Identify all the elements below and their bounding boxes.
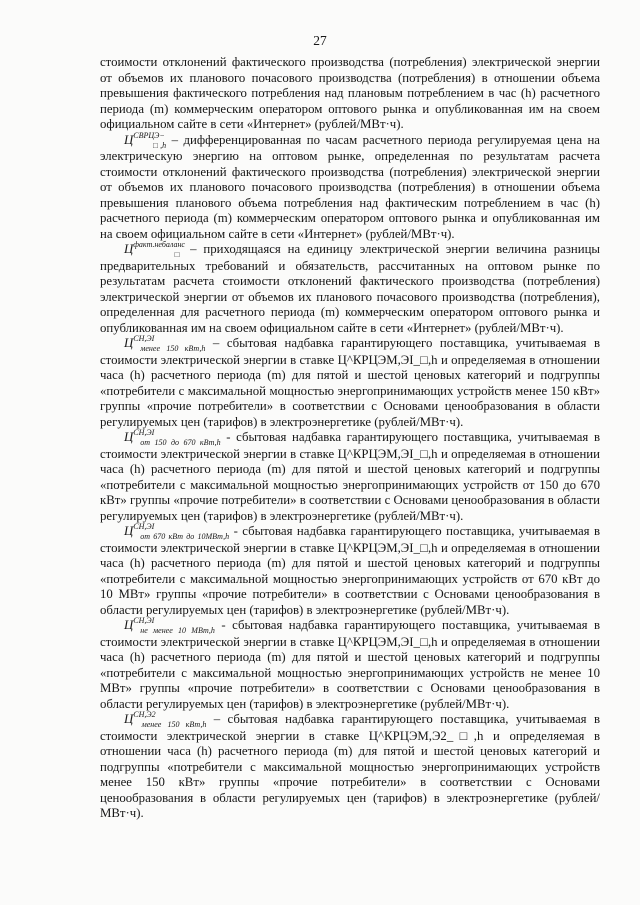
- formula-symbol: $Ц^{СН,Э2}_{менее 150 кВт,h}$: [124, 710, 207, 729]
- paragraph-0: [100, 55, 600, 133]
- paragraph-6-text: - сбытовая надбавка гарантирующего поставщика, учитываемая в стоимости электрической энергии в ставке Ц^КРЦЭМ,ЭI_□,h и определяемая в отношении часа (h) расчетного периода (m) для пятой и шестой ценовых категорий и подгруппы «потребители с максимальной мощностью энергопринимающих устройств не менее 10 МВт» группы «прочие потребители» в соответствии с Основами ценообразования в области регулируемых цен (тарифов) в электроэнергетике (рублей/МВт·ч).: [100, 618, 601, 711]
- paragraph-7-text: – сбытовая надбавка гарантирующего поставщика, учитываемая в стоимости электрической энергии в ставке Ц^КРЦЭМ,Э2_□,h и определяемая в отношении часа (h) расчетного периода (m) для пятой и шестой ценовых категорий и подгруппы «потребители с максимальной мощностью энергопринимающих устройств менее 150 кВт» группы «прочие потребители» в соответствии с Основами ценообразования в области регулируемых цен (тарифов) в электроэнергетике (рублей/МВт·ч).: [100, 712, 600, 820]
- formula-symbol: $Ц^{СН,ЭI}_{от 670 кВт до 10МВт,h}$: [124, 522, 230, 541]
- paragraph-5-text: - сбытовая надбавка гарантирующего поставщика, учитываемая в стоимости электрической энергии в ставке Ц^КРЦЭМ,ЭI_□,h и определяемая в отношении часа (h) расчетного периода (m) для пятой и шестой ценовых категорий и подгруппы «потребители с максимальной мощностью энергопринимающих устройств от 670 кВт до 10 МВт» группы «прочие потребители» в соответствии с Основами ценообразования в области регулируемых цен (тарифов) в электроэнергетике (рублей/МВт·ч).: [100, 524, 601, 617]
- formula-symbol: $Ц^{СН,ЭI}_{от 150 до 670 кВт,h}$: [124, 428, 221, 447]
- formula-symbol: $Ц^{СВРЦЭ-}_{□,h}$: [124, 130, 167, 150]
- paragraph-1: [100, 130, 600, 243]
- paragraph-1-text: – дифференцированная по часам расчетного периода регулируемая цена на электрическую энергию на оптовом рынке, определенная по результатам расчета стоимости отклонений фактического производства (потребления) электрической энергии от объемов их планового почасового производства (потребления) в отношении объема превышения планового объема потребления над фактическим потреблением в час (h) расчетного периода (m) коммерческим оператором оптового рынка и опубликованная им на своем официальном сайте в сети «Интернет» (рублей/МВт·ч).: [100, 132, 600, 241]
- paragraph-3-text: – сбытовая надбавка гарантирующего поставщика, учитываемая в стоимости электрической энергии в ставке Ц^КРЦЭМ,ЭI_□,h и определяемая в отношении часа (h) расчетного периода (m) для пятой и шестой ценовых категорий и подгруппы «потребители с максимальной мощностью энергопринимающих устройств менее 150 кВт» группы «прочие потребители» в соответствии с Основами ценообразования в области регулируемых цен (тарифов) в электроэнергетике (рублей/МВт·ч).: [100, 336, 601, 429]
- paragraph-2: [100, 242, 600, 336]
- paragraph-4-text: - сбытовая надбавка гарантирующего поставщика, учитываемая в стоимости электрической энергии в ставке Ц^КРЦЭМ,ЭI_□,h и определяемая в отношении часа (h) расчетного периода (m) для пятой и шестой ценовых категорий и подгруппы «потребители с максимальной мощностью энергопринимающих устройств от 150 до 670 кВт» группы «прочие потребители» в соответствии с Основами ценообразования в области регулируемых цен (тарифов) в электроэнергетике (рублей/МВт·ч).: [100, 430, 601, 523]
- page-number: 27: [313, 33, 327, 48]
- formula-symbol: $Ц^{факт.небаланс}_□$: [124, 240, 185, 259]
- paragraph-3: [100, 336, 600, 430]
- paragraph-4: [100, 430, 600, 524]
- paragraph-6: [100, 618, 600, 712]
- paragraph-2-text: – приходящаяся на единицу электрической энергии величина разницы предварительных требований и обязательств, рассчитанных на оптовом рынке по результатам расчета стоимости отклонений фактического производства (потребления) электрической энергии от объемов их планового почасового производства (потребления), определенная для расчетного периода (m) коммерческим оператором оптового рынка и опубликованная им на своем официальном сайте в сети «Интернет» (рублей/МВт·ч).: [100, 242, 601, 335]
- paragraph-5: [100, 524, 600, 618]
- document-body: [100, 55, 600, 822]
- paragraph-7: [100, 712, 600, 822]
- paragraph-0-text: стоимости отклонений фактического производства (потребления) электрической энергии от объемов их планового почасового производства (потребления) в отношении объема превышения фактического потребления над плановым потреблением в час (h) расчетного периода (m) коммерческим оператором оптового рынка и опубликованная им на своем официальном сайте в сети «Интернет» (рублей/МВт·ч).: [100, 55, 600, 131]
- formula-symbol: $Ц^{СН,ЭI}_{не менее 10 МВт,h}$: [124, 616, 215, 635]
- formula-symbol: $Ц^{СН,ЭI}_{менее 150 кВт,h}$: [124, 334, 206, 353]
